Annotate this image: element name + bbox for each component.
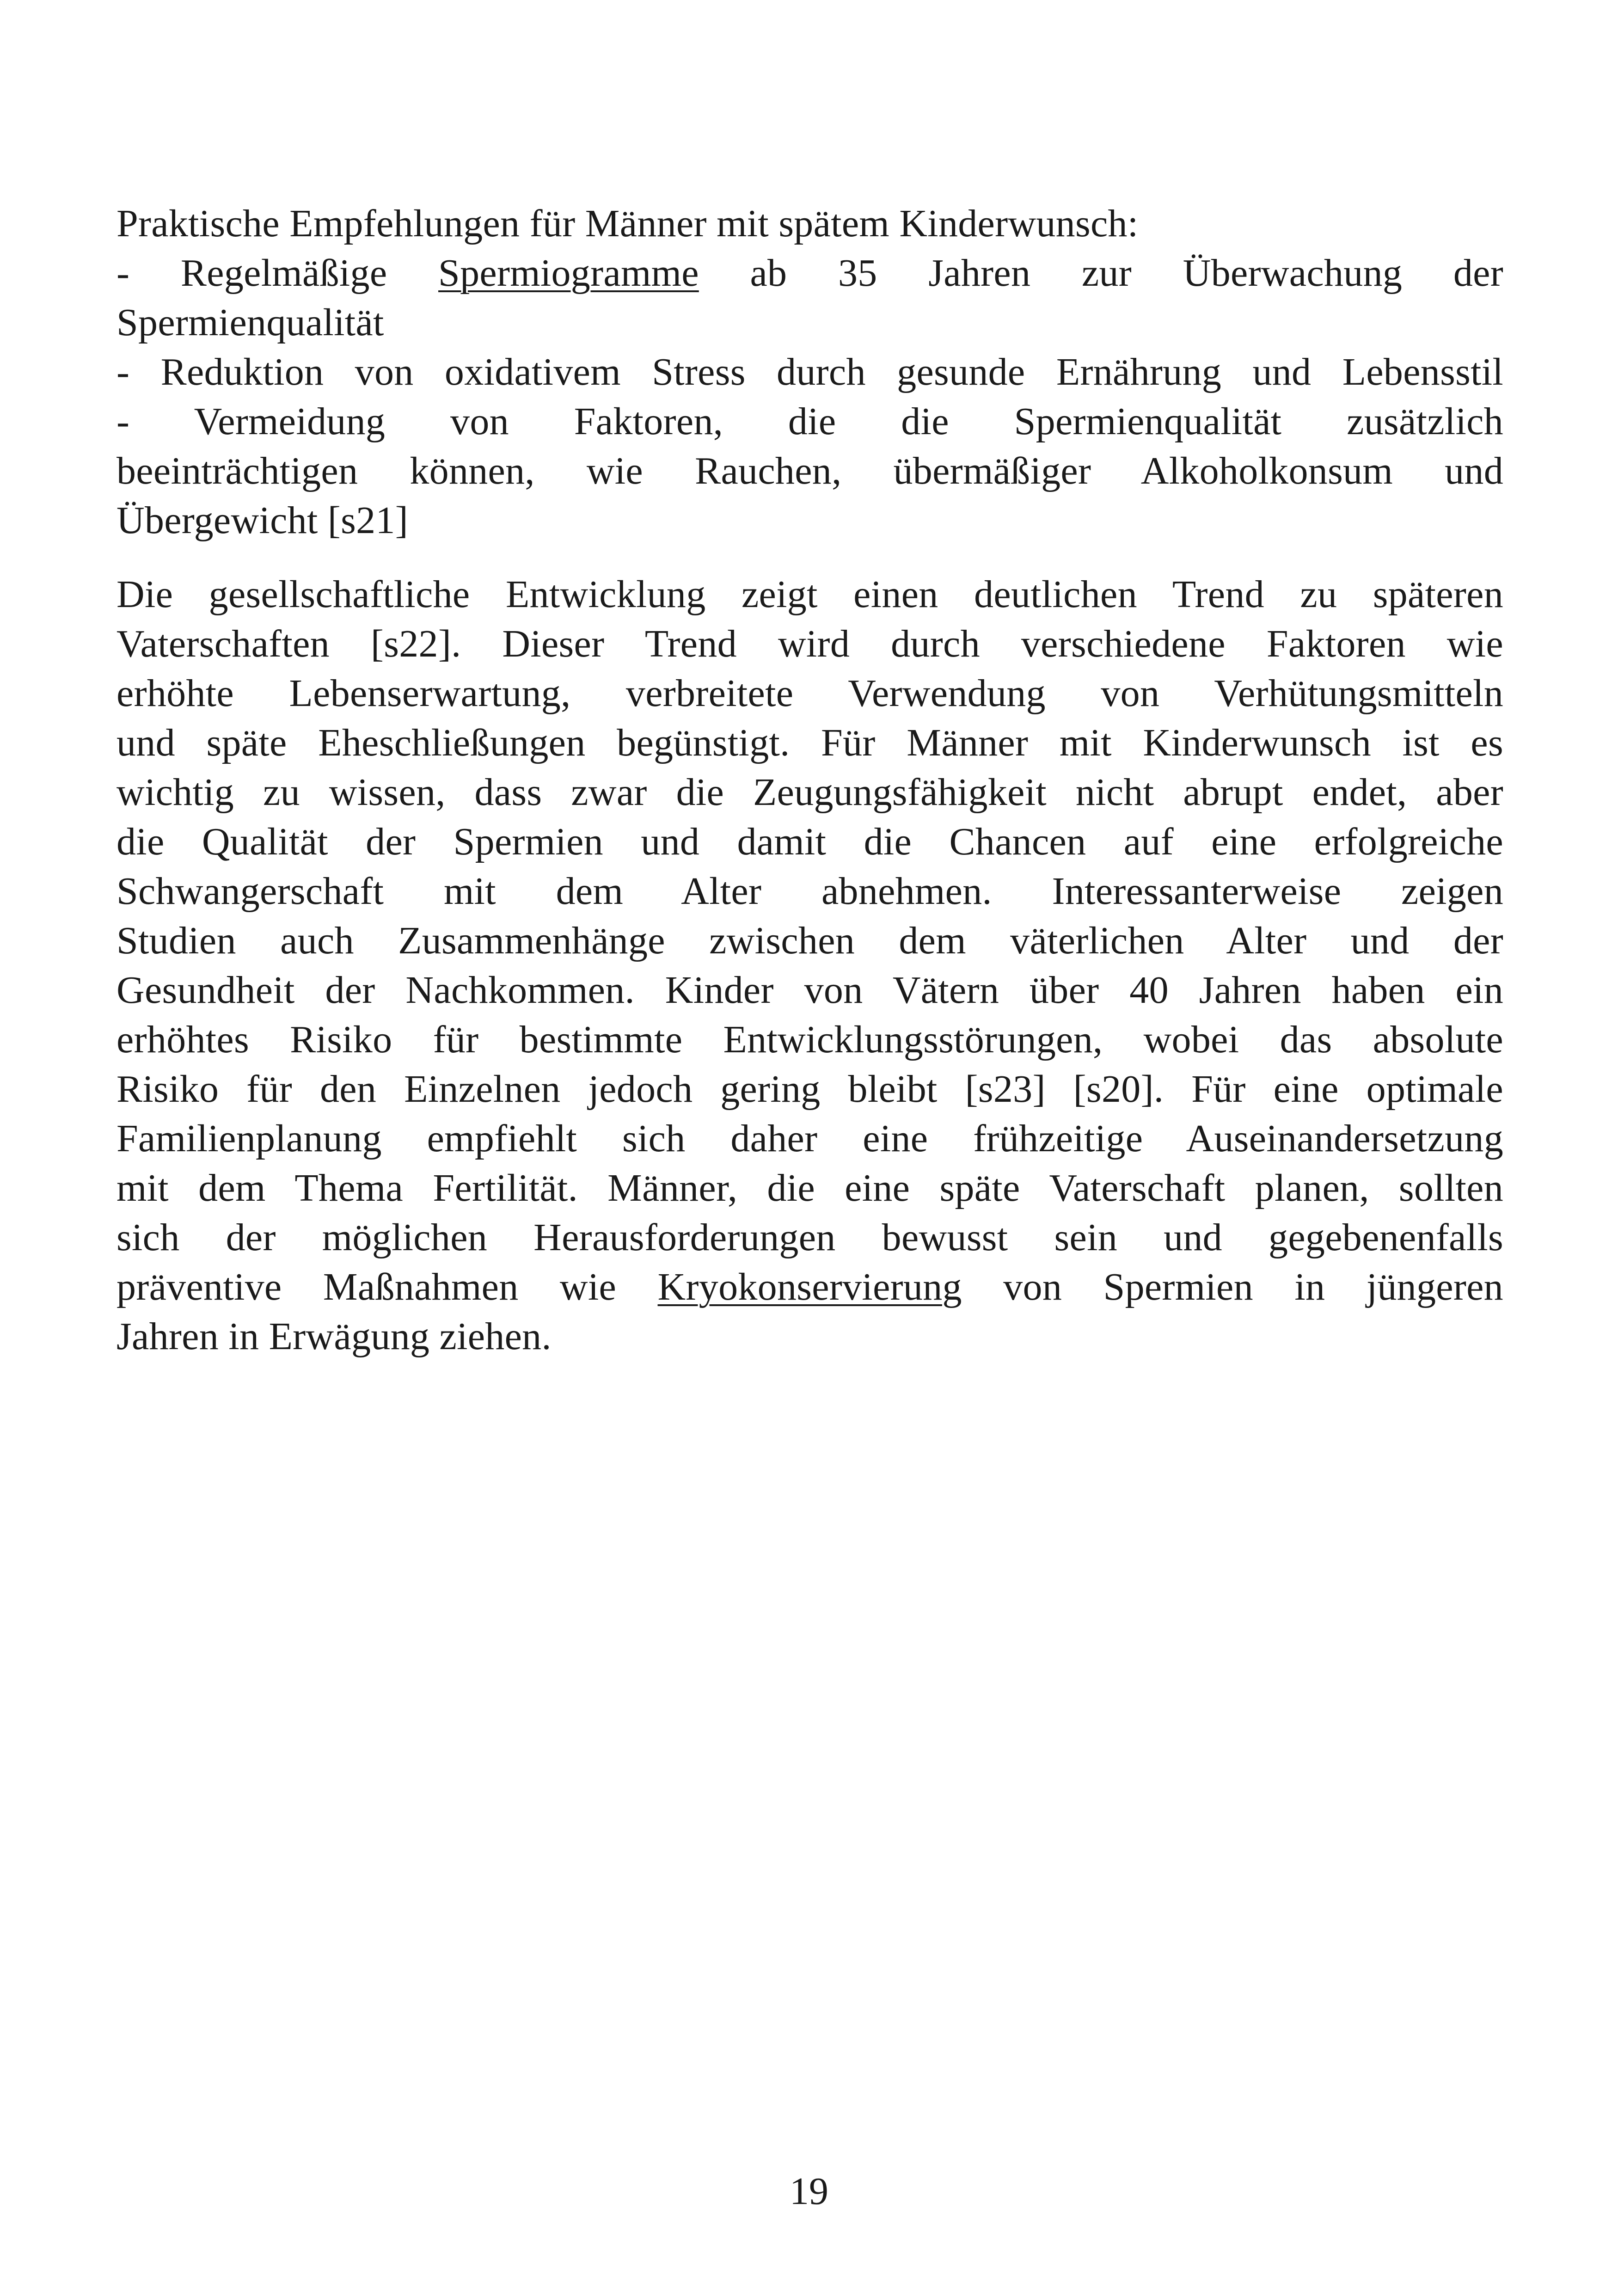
recommendation-item-3-line-3: Übergewicht [s21] xyxy=(116,499,409,542)
paragraph-last-line: Jahren in Erwägung ziehen. xyxy=(116,1315,552,1358)
paragraph-gap xyxy=(116,545,1503,570)
recommendations-heading: Praktische Empfehlungen für Männer mit spätem Kinderwunsch: xyxy=(116,202,1139,245)
paragraph-line: die Qualität der Spermien und damit die Chancen auf eine erfolgreiche xyxy=(116,820,1503,863)
line-15-prefix: präventive Maßnahmen wie xyxy=(116,1265,658,1308)
paragraph-line: Studien auch Zusammenhänge zwischen dem väterlichen Alter und der xyxy=(116,919,1503,962)
paragraph-line: erhöhte Lebenserwartung, verbreitete Verwendung von Verhütungsmitteln xyxy=(116,672,1503,715)
paragraph-line: sich der möglichen Herausforderungen bewusst sein und gegebenenfalls xyxy=(116,1216,1503,1259)
item-1-text: ab 35 Jahren zur Überwachung der xyxy=(699,252,1503,295)
recommendation-item-1 xyxy=(116,248,1503,298)
paragraph-line: Die gesellschaftliche Entwicklung zeigt einen deutlichen Trend zu späteren xyxy=(116,573,1503,616)
paragraph-line: mit dem Thema Fertilität. Männer, die eine späte Vaterschaft planen, sollten xyxy=(116,1166,1503,1209)
paragraph-line: Vaterschaften [s22]. Dieser Trend wird durch verschiedene Faktoren wie xyxy=(116,622,1503,665)
paragraph-line: wichtig zu wissen, dass zwar die Zeugungsfähigkeit nicht abrupt endet, aber xyxy=(116,771,1503,814)
paragraph-line: Familienplanung empfiehlt sich daher eine frühzeitige Auseinandersetzung xyxy=(116,1117,1503,1160)
recommendation-item-3: - Vermeidung von Faktoren, die die Spermienqualität zusätzlich xyxy=(116,400,1503,443)
paragraph-line: Schwangerschaft mit dem Alter abnehmen. Interessanterweise zeigen xyxy=(116,870,1503,913)
term-kryokonservierung: Kryokonservierung xyxy=(657,1265,962,1308)
recommendation-item-2: - Reduktion von oxidativem Stress durch gesunde Ernährung und Lebensstil xyxy=(116,350,1503,393)
paragraph-line-kryokonservierung xyxy=(116,1262,1503,1312)
line-15-text: von Spermien in jüngeren xyxy=(962,1265,1503,1308)
paragraph-line: Risiko für den Einzelnen jedoch gering bleibt [s23] [s20]. Für eine optimale xyxy=(116,1068,1503,1111)
term-spermiogramme: Spermiogramme xyxy=(438,252,699,295)
page-number: 19 xyxy=(790,2170,828,2213)
paragraph-line: Gesundheit der Nachkommen. Kinder von Vätern über 40 Jahren haben ein xyxy=(116,969,1503,1012)
recommendation-item-3-line-2: beeinträchtigen können, wie Rauchen, übermäßiger Alkoholkonsum und xyxy=(116,449,1503,492)
page-body xyxy=(116,199,1503,1361)
paragraph-line: erhöhtes Risiko für bestimmte Entwicklungsstörungen, wobei das absolute xyxy=(116,1018,1503,1061)
item-1-prefix: - Regelmäßige xyxy=(116,252,439,295)
recommendation-item-1-continued: Spermienqualität xyxy=(116,301,384,344)
paragraph-line: und späte Eheschließungen begünstigt. Für Männer mit Kinderwunsch ist es xyxy=(116,721,1503,764)
